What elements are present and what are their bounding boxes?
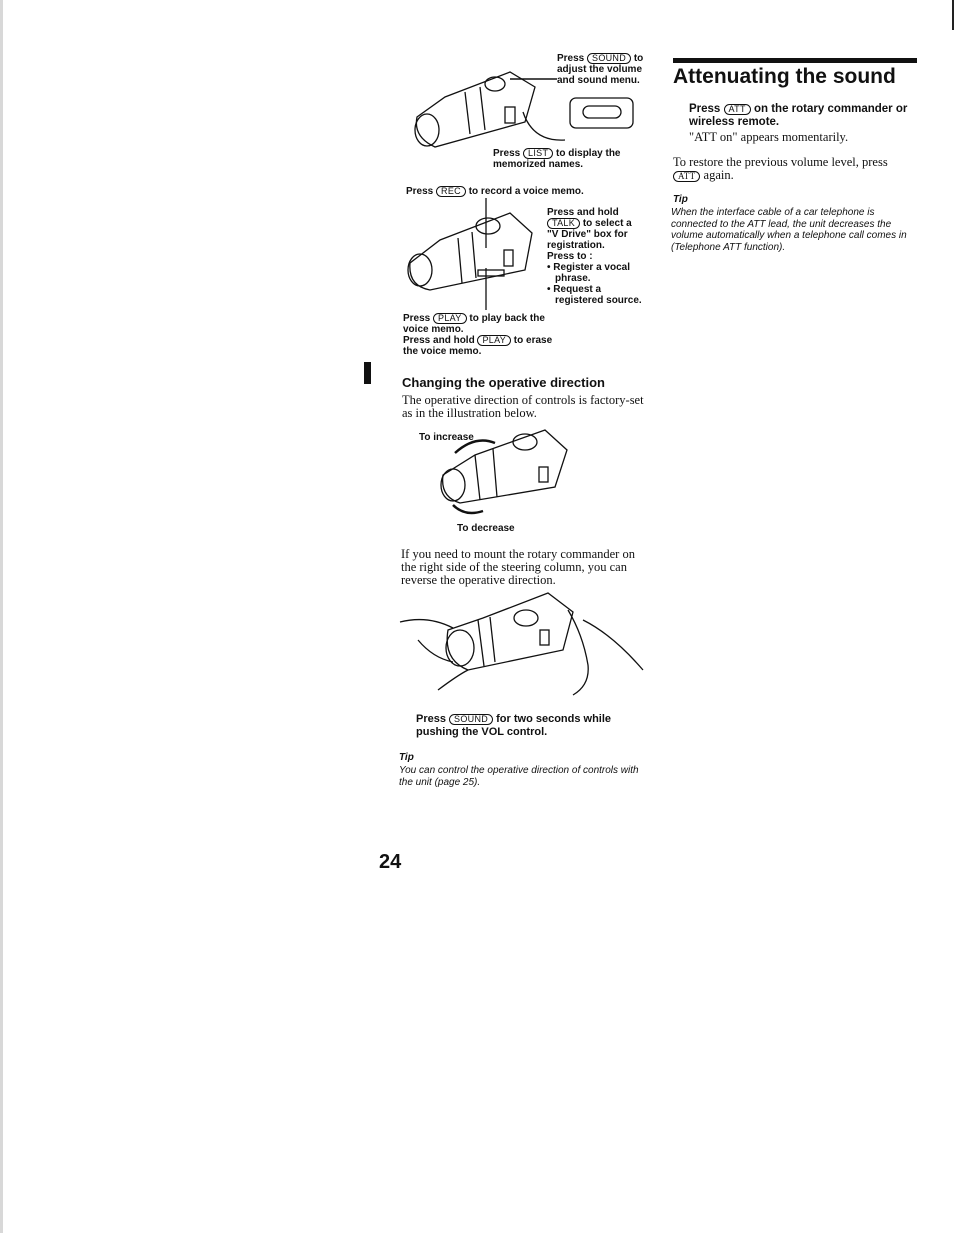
section-rule (673, 58, 917, 63)
list-callout: Press LIST to display the memorized names. (493, 148, 621, 170)
att-key-icon: ATT (724, 104, 751, 115)
restore-paragraph: To restore the previous volume level, press ATT again. (673, 155, 888, 182)
att-on-message: "ATT on" appears momentarily. (689, 130, 849, 144)
play-key-icon: PLAY (477, 335, 511, 346)
direction-illustration (435, 425, 575, 525)
talk-callout: Press and hold TALK to select a "V Drive" box for registration. Press to : • Register a vocal phrase. • Request a registered source. (547, 207, 642, 306)
talk-key-icon: TALK (547, 218, 580, 229)
att-instruction: Press ATT on the rotary commander or wireless remote. (689, 103, 908, 128)
sound-callout: Press SOUND to adjust the volume and sound menu. (557, 53, 644, 86)
hand-operating-illustration (398, 590, 648, 700)
rec-key-icon: REC (436, 186, 466, 197)
reverse-paragraph: If you need to mount the rotary commander on the right side of the steering column, you can reverse the operative direction. (401, 547, 635, 587)
rec-callout: Press REC to record a voice memo. (406, 186, 584, 197)
intro-paragraph: The operative direction of controls is factory-set as in the illustration below. (402, 393, 644, 420)
sound-key-icon: SOUND (449, 714, 493, 725)
play-callout: Press PLAY to play back the voice memo. Press and hold PLAY to erase the voice memo. (403, 313, 553, 357)
sound-key-icon: SOUND (587, 53, 631, 64)
to-increase-label: To increase (419, 432, 474, 443)
to-decrease-label: To decrease (457, 523, 515, 534)
list-key-icon: LIST (523, 148, 553, 159)
tip-label: Tip (399, 752, 414, 763)
section-heading: Changing the operative direction (402, 375, 605, 390)
section-marker (364, 362, 371, 384)
play-key-icon: PLAY (433, 313, 467, 324)
tip-text: You can control the operative direction of controls with the unit (page 25). (399, 765, 639, 788)
tip-text: When the interface cable of a car telephone is connected to the ATT lead, the unit decreases the volume automatically when a telephone call comes in (Telephone ATT function). (671, 207, 907, 253)
tip-label: Tip (673, 194, 688, 205)
scan-edge (0, 0, 3, 1233)
att-key-icon: ATT (673, 171, 700, 182)
section-title: Attenuating the sound (673, 65, 896, 88)
page-number: 24 (379, 851, 402, 873)
press-sound-instruction: Press SOUND for two seconds while pushing the VOL control. (416, 713, 612, 738)
rotary-commander-voice-illustration (400, 198, 550, 313)
